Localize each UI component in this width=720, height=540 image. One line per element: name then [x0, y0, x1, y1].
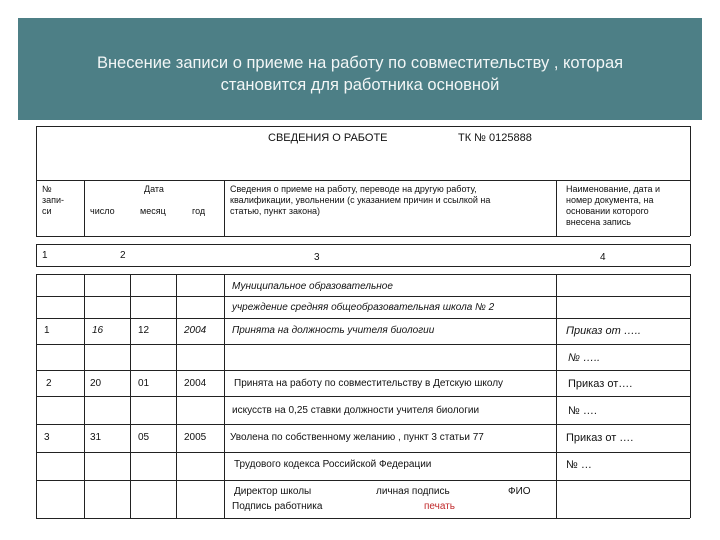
row-day: 31 [90, 432, 102, 443]
row-doc-2: № … [566, 459, 592, 471]
row-num: 1 [44, 325, 50, 336]
section-top-rule [36, 126, 690, 127]
row-year: 2004 [184, 378, 207, 389]
row-day: 16 [92, 325, 104, 336]
org-line-2: учреждение средняя общеобразовательная школа № 2 [232, 302, 495, 313]
header-year: год [192, 206, 206, 216]
seal-label: печать [424, 501, 455, 512]
section-title: СВЕДЕНИЯ О РАБОТЕ [268, 132, 388, 144]
header-date: Дата [144, 184, 164, 194]
row-year: 2005 [184, 432, 207, 443]
header-info: Сведения о приеме на работу, переводе на другую работу, квалификации, увольнении (с указанием причин и ссылкой на статью, пункт закона) [230, 184, 491, 216]
section-right-rule [690, 126, 691, 180]
tk-number: ТК № 0125888 [458, 132, 532, 144]
col-number-3: 3 [314, 252, 320, 263]
col-number-4: 4 [600, 252, 606, 263]
signature-employee: Подпись работника [232, 501, 323, 512]
row-year: 2004 [184, 325, 207, 336]
row-doc-2: № …. [568, 405, 597, 417]
row-text: Принята на должность учителя биологии [232, 325, 435, 336]
row-doc-1: Приказ от ….. [566, 325, 641, 337]
col-number-1: 1 [42, 250, 48, 261]
signature-fio: ФИО [508, 486, 531, 497]
header-day: число [90, 206, 115, 216]
slide-title-banner [18, 18, 702, 120]
row-text-continued: Трудового кодекса Российской Федерации [234, 459, 432, 470]
header-month: месяц [140, 206, 166, 216]
org-line-1: Муниципальное образовательное [232, 281, 393, 292]
header-basis: Наименование, дата и номер документа, на основании которого внесена запись [566, 184, 661, 227]
row-doc-2: № ….. [568, 352, 601, 364]
row-num: 2 [46, 378, 52, 389]
row-text: Уволена по собственному желанию , пункт 3 статьи 77 [230, 432, 484, 443]
row-day: 20 [90, 378, 102, 389]
header-num: № запи- си [42, 184, 65, 216]
row-text: Принята на работу по совместительству в Детскую школу [234, 378, 504, 389]
row-doc-1: Приказ от …. [566, 432, 634, 444]
row-month: 12 [138, 325, 150, 336]
row-num: 3 [44, 432, 50, 443]
slide-title: Внесение записи о приеме на работу по совместительству , которая становится для работника основной [96, 54, 624, 94]
row-month: 05 [138, 432, 150, 443]
signature-personal: личная подпись [376, 486, 450, 497]
row-text-continued: искусств на 0,25 ставки должности учителя биологии [232, 405, 480, 416]
signature-director: Директор школы [234, 486, 312, 497]
row-doc-1: Приказ от…. [568, 378, 633, 390]
col-number-2: 2 [120, 250, 126, 261]
section-left-rule [36, 126, 37, 180]
row-month: 01 [138, 378, 150, 389]
